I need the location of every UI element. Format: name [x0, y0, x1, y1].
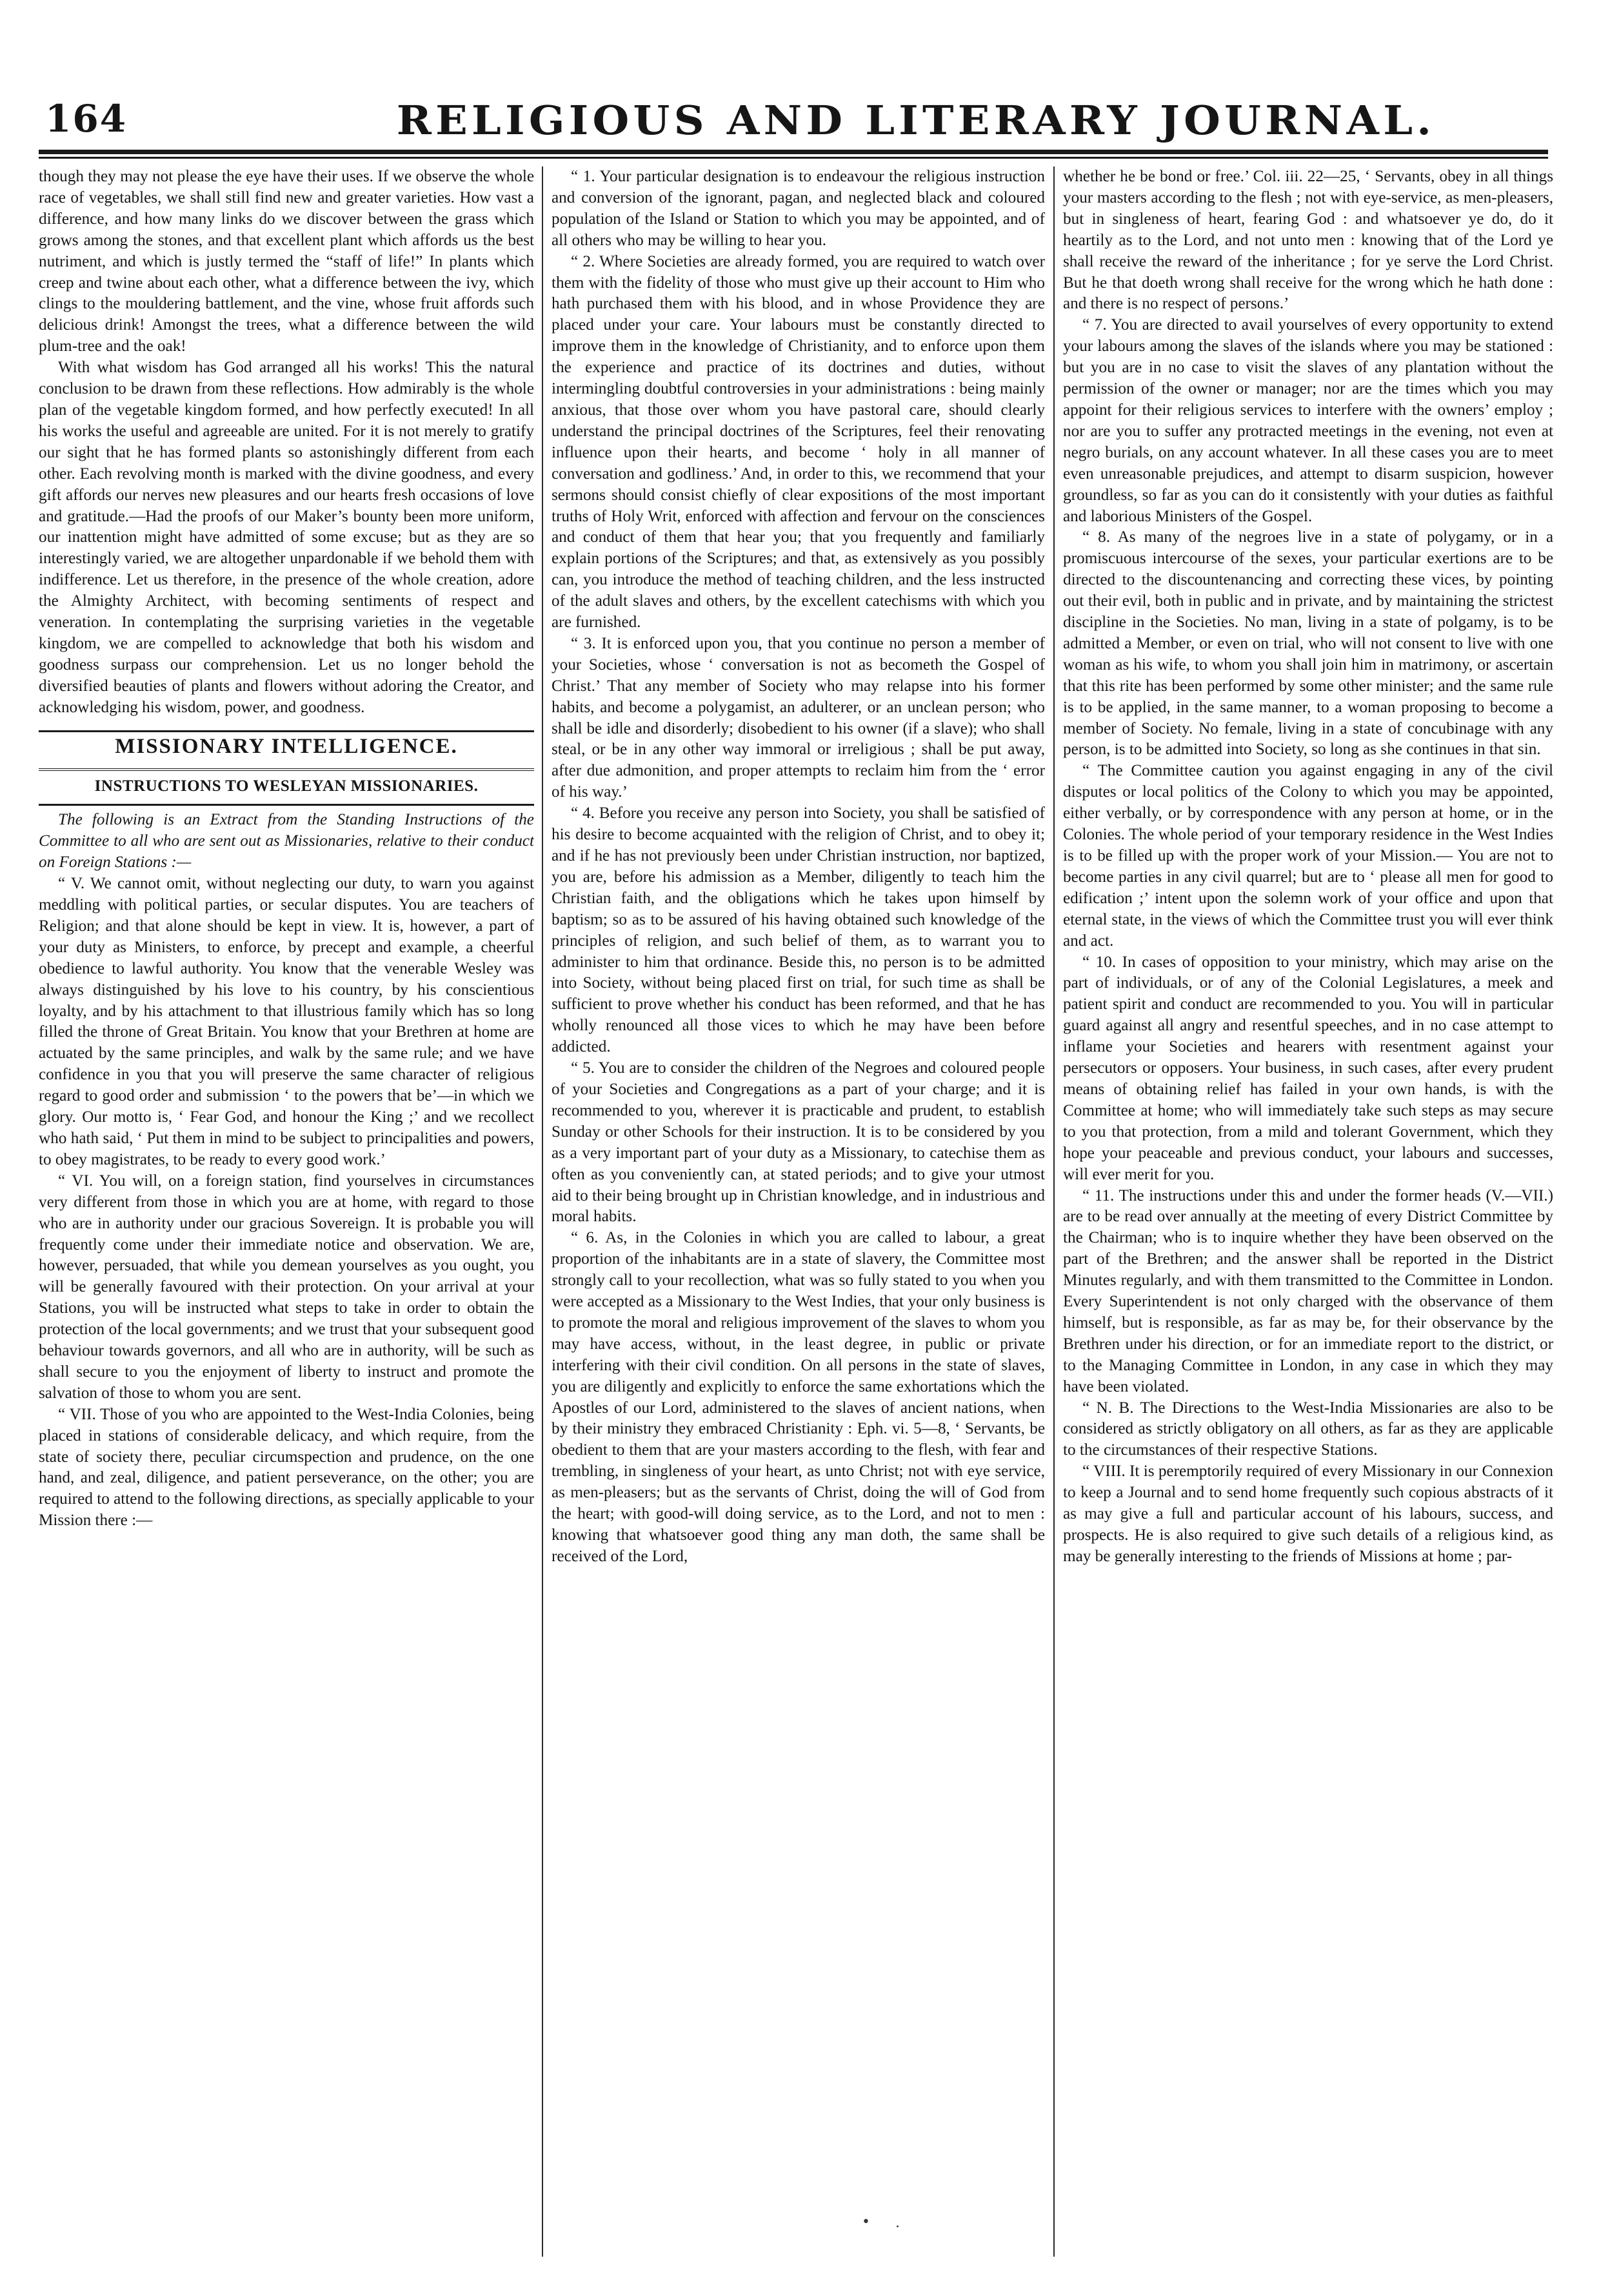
- footer-mark: ·: [895, 2219, 900, 2235]
- paragraph: “ 3. It is enforced upon you, that you continue no person a member of your Societies, whose ‘ conversation is not as becometh the Gospel of Christ.’ That any member of Society who may relapse into his former habits, and become a polygamist, an adulterer, or an unclean person; who shall be idle and disorderly; disobedient to his owner (if a slave); who shall steal, or be in any other way immoral or irreligious ; shall be put away, after due admonition, and proper attempts to reclaim him from the ‘ error of his way.’: [552, 634, 1045, 801]
- column-divider: [1053, 166, 1055, 2257]
- paragraph: “ 11. The instructions under this and under the former heads (V.—VII.) are to be read over annually at the meeting of every District Committee by the Chairman; who is to inquire whether they have been observed on the part of the Brethren; and the answer shall be reported in the District Minutes regularly, and with them transmitted to the Committee in London. Every Superintendent is not only charged with the observance of them himself, but is responsible, as far as may be, for their observance by the Brethren under his direction, or for an immediate report to the district, or to the Managing Committee in London, in any case in which they may have been violated.: [1063, 1186, 1553, 1395]
- paragraph: “ 4. Before you receive any person into Society, you shall be satisfied of his desire to become acquainted with the religion of Christ, and to obey it; and if he has not previously been under Christian instruction, nor baptized, you are, before his admission as a Member, diligently to teach him the Christian faith, and the obligations which he takes upon himself by baptism; so as to be assured of his having obtained such knowledge of the principles of religion, and such belief of them, as to warrant you to administer to him that ordinance. Beside this, no person is to be admitted into Society, without being placed first on trial, for such time as shall be sufficient to prove whether his conduct has been reformed, and that he has wholly renounced all those vices to which he may have been before addicted.: [552, 804, 1045, 1056]
- paragraph: “ VIII. It is peremptorily required of every Missionary in our Connexion to keep a Journal and to send home frequently such copious abstracts of it as may give a full and particular account of his labours, success, and prospects. He is also required to give such details of a religious kind, as may be generally interesting to the friends of Missions at home ; par-: [1063, 1462, 1553, 1565]
- paragraph: whether he be bond or free.’ Col. iii. 22—25, ‘ Servants, obey in all things your masters according to the flesh ; not with eye-service, as men-pleasers, but in singleness of heart, fearing God : and whatsoever ye do, do it heartily as to the Lord, and not unto men : knowing that of the Lord ye shall receive the reward of the inheritance ; for ye serve the Lord Christ. But he that doeth wrong shall receive for the wrong which he hath done : and there is no respect of persons.’: [1063, 168, 1553, 313]
- paragraph: With what wisdom has God arranged all his works! This the natural conclusion to be drawn from these reflections. How admirably is the whole plan of the vegetable kingdom formed, and how perfectly executed! In all his works the useful and agreeable are united. For it is not merely to gratify our sight that he has formed plants so astonishingly different from each other. Each revolving month is marked with the divine goodness, and every gift affords our nerves new pleasures and our hearts fresh occasions of love and gratitude.—Had the proofs of our Maker’s bounty been more uniform, our inattention might have admitted of some excuse; but as they are so interestingly varied, we are altogether unpardonable if we behold them with indifference. Let us therefore, in the presence of the whole creation, adore the Almighty Architect, with becoming sentiments of respect and veneration. In contemplating the surprising varieties in the vegetable kingdom, we are compelled to acknowledge that both his wisdom and goodness surpass our comprehension. Let us no longer behold the diversified beauties of plants and flowers without adoring the Creator, and acknowledging his wisdom, power, and goodness.: [39, 359, 534, 716]
- page-number: 164: [45, 97, 128, 141]
- paragraph: “ 2. Where Societies are already formed, you are required to watch over them with the fidelity of those who must give up their account to Him who hath purchased them with his blood, and in whose Providence they are placed under your care. Your labours must be constantly directed to improve them in the knowledge of Christianity, and to enforce upon them the experience and practice of its doctrines and duties, without intermingling doubtful controversies in your administrations : being mainly anxious, that those over whom you have pastoral care, should clearly understand the principal doctrines of the Scriptures, feel their renovating influence upon their hearts, and become ‘ holy in all manner of conversation and godliness.’ And, in order to this, we recommend that your sermons should consist chiefly of clear expositions of the most important truths of Holy Writ, enforced with affection and fervour on the consciences and conduct of them that hear you; that you frequently and familiarly explain portions of the Scriptures; and that, as extensively as you possibly can, you introduce the method of teaching children, and the less instructed of the adult slaves and others, by the excellent catechisms with which you are furnished.: [552, 252, 1045, 632]
- header-rule: [39, 150, 1548, 160]
- intro-text: The following is an Extract from the Standing Instructions of the Committee to all who are sent out as Missionaries, relative to their conduct on Foreign Stations :—: [39, 811, 534, 872]
- section-heading: MISSIONARY INTELLIGENCE.: [115, 734, 458, 758]
- paragraph: “ N. B. The Directions to the West-India Missionaries are also to be considered as strictly obligatory on all others, as far as they are applicable to the circumstances of their respective Stations.: [1063, 1399, 1553, 1459]
- column-divider: [542, 166, 543, 2257]
- footer-mark: •: [862, 2214, 870, 2230]
- paragraph: “ The Committee caution you against engaging in any of the civil disputes or local politics of the Colony to which you may be appointed, either verbally, or by correspondence with any person at home, or in the Colonies. The whole period of your temporary residence in the West Indies is to be filled up with the proper work of your Mission.— You are not to become parties in any civil quarrel; but are to ‘ please all men for good to edification ;’ intent upon the solemn work of your office and upon that eternal state, in the views of which the Committee trust you will ever think and act.: [1063, 762, 1553, 950]
- running-title: RELIGIOUS AND LITERARY JOURNAL.: [396, 97, 1436, 144]
- paragraph: though they may not please the eye have their uses. If we observe the whole race of vegetables, we shall still find new and greater varieties. How vast a difference, and how many links do we discover between the grass which grows among the stones, and that excellent plant which affords us the best nutriment, and which is justly termed the “staff of life!” In plants which creep and twine about each other, what a difference between the ivy, which clings to the mouldering battlement, and the vine, whose fruit affords such delicious drink! Amongst the trees, what a difference between the wild plum-tree and the oak!: [39, 168, 534, 355]
- paragraph: “ 6. As, in the Colonies in which you are called to labour, a great proportion of the inhabitants are in a state of slavery, the Committee most strongly call to your recollection, what was so fully stated to you when you were accepted as a Missionary to the West Indies, that your only business is to promote the moral and religious improvement of the slaves to whom you may have access, without, in the least degree, in public or private interfering with their civil condition. On all persons in the state of slaves, you are diligently and explicitly to enforce the same exhortations which the Apostles of our Lord, administered to the slaves of ancient nations, when by their ministry they embraced Christianity : Eph. vi. 5—8, ‘ Servants, be obedient to them that are your masters according to the flesh, with fear and trembling, in singleness of your heart, as unto Christ; not with eye service, as men-pleasers; but as the servants of Christ, doing the will of God from the heart; with good-will doing service, as to the Lord, and not to men : knowing that whatsoever good thing any man doth, the same shall be received of the Lord,: [552, 1229, 1045, 1565]
- paragraph: “ 5. You are to consider the children of the Negroes and coloured people of your Societies and Congregations as a part of your charge; and it is recommended to you, wherever it is practicable and prudent, to establish Sunday or other Schools for their instruction. It is to be considered by you as a very important part of your duty as a Missionary, to catechise them as often as you conveniently can, at stated periods; and to give your utmost aid to their being brought up in Christian knowledge, and in industrious and moral habits.: [552, 1059, 1045, 1226]
- section-rule: [39, 804, 534, 806]
- page-header: [39, 97, 1548, 148]
- sub-heading: INSTRUCTIONS TO WESLEYAN MISSIONARIES.: [94, 777, 479, 795]
- paragraph: “ 8. As many of the negroes live in a state of polygamy, or in a promiscuous intercourse of the sexes, your particular exertions are to be directed to the discountenancing and correcting these vices, by pointing out their evil, both in public and in private, and by maintaining the strictest discipline in the Societies. No man, living in a state of polgamy, is to be admitted a Member, or even on trial, who will not consent to live with one woman as his wife, to whom you shall join him in matrimony, or ascertain that this rite has been performed by some other minister; and the same rule is to be applied, in the same manner, to a woman proposing to become a member of Society. No female, living in a state of concubinage with any person, is to be admitted into Society, so long as she continues in that sin.: [1063, 528, 1553, 759]
- column-3: [1063, 166, 1553, 2257]
- paragraph: “ VI. You will, on a foreign station, find yourselves in circumstances very different from those in which you are at home, with regard to those who are in authority under our gracious Sovereign. It is probable you will frequently come under their immediate notice and observation. We are, however, persuaded, that while you demean yourselves as you ought, you will be generally favoured with their protection. On your arrival at your Stations, you will be instructed what steps to take in order to obtain the protection of the local governments; and we trust that your subsequent good behaviour towards governors, and all who are in authority, will be such as shall secure to you the enjoyment of liberty to instruct and promote the salvation of those to whom you are sent.: [39, 1172, 534, 1402]
- paragraph: “ 10. In cases of opposition to your ministry, which may arise on the part of individuals, or of any of the Colonial Legislatures, a meek and patient spirit and conduct are recommended to you. You will in particular guard against all angry and resentful speeches, and in no case attempt to inflame your Societies and hearers with resentment against your persecutors or opposers. Your business, in such cases, after every prudent means of obtaining relief has failed in your own hands, is with the Committee at home; who will immediately take such steps as may secure to you that protection, from a mild and tolerant Government, which they hope your peaceable and previous conduct, your labours and successes, will ever merit for you.: [1063, 953, 1553, 1183]
- paragraph: “ VII. Those of you who are appointed to the West-India Colonies, being placed in stations of considerable delicacy, and which require, from the state of society there, peculiar circumspection and prudence, on the one hand, and zeal, diligence, and patient perseverance, on the other; you are required to attend to the following directions, as specially applicable to your Mission there :—: [39, 1405, 534, 1530]
- section-rule: [39, 768, 534, 772]
- paragraph: “ V. We cannot omit, without neglecting our duty, to warn you against meddling with political parties, or secular disputes. You are teachers of Religion; and that alone should be kept in view. It is, however, a part of your duty as Ministers, to enforce, by precept and example, a cheerful obedience to lawful authority. You know that the venerable Wesley was always distinguished by his love to his country, by his conscientious loyalty, and by his attachment to that illustrious family which has so long filled the throne of Great Britain. You know that your Brethren at home are actuated by the same principles, and walk by the same rule; and we have confidence in you that you will preserve the same character of religious regard to good order and submission ‘ to the powers that be’—in which we glory. Our motto is, ‘ Fear God, and honour the King ;’ and we recollect who hath said, ‘ Put them in mind to be subject to principalities and powers, to obey magistrates, to be ready to every good work.’: [39, 875, 534, 1168]
- paragraph: “ 1. Your particular designation is to endeavour the religious instruction and conversion of the ignorant, pagan, and neglected black and coloured population of the Island or Station to which you may be appointed, and of all others who may be willing to hear you.: [552, 168, 1045, 249]
- section-rule: [39, 730, 534, 732]
- paragraph: “ 7. You are directed to avail yourselves of every opportunity to extend your labours among the slaves of the islands where you may be stationed : but you are in no case to visit the slaves of any plantation without the permission of the owner or manager; nor are the times which you may appoint for their religious services to interfere with the owners’ employ ; nor are you to suffer any protracted meetings in the evening, not even at negro burials, on any account whatever. In all these cases you are to meet even unreasonable prejudices, and attempt to disarm suspicion, however groundless, so far as you can do it consistently with your duties as faithful and laborious Ministers of the Gospel.: [1063, 316, 1553, 525]
- column-2: [552, 166, 1045, 2257]
- column-1: [39, 166, 534, 2257]
